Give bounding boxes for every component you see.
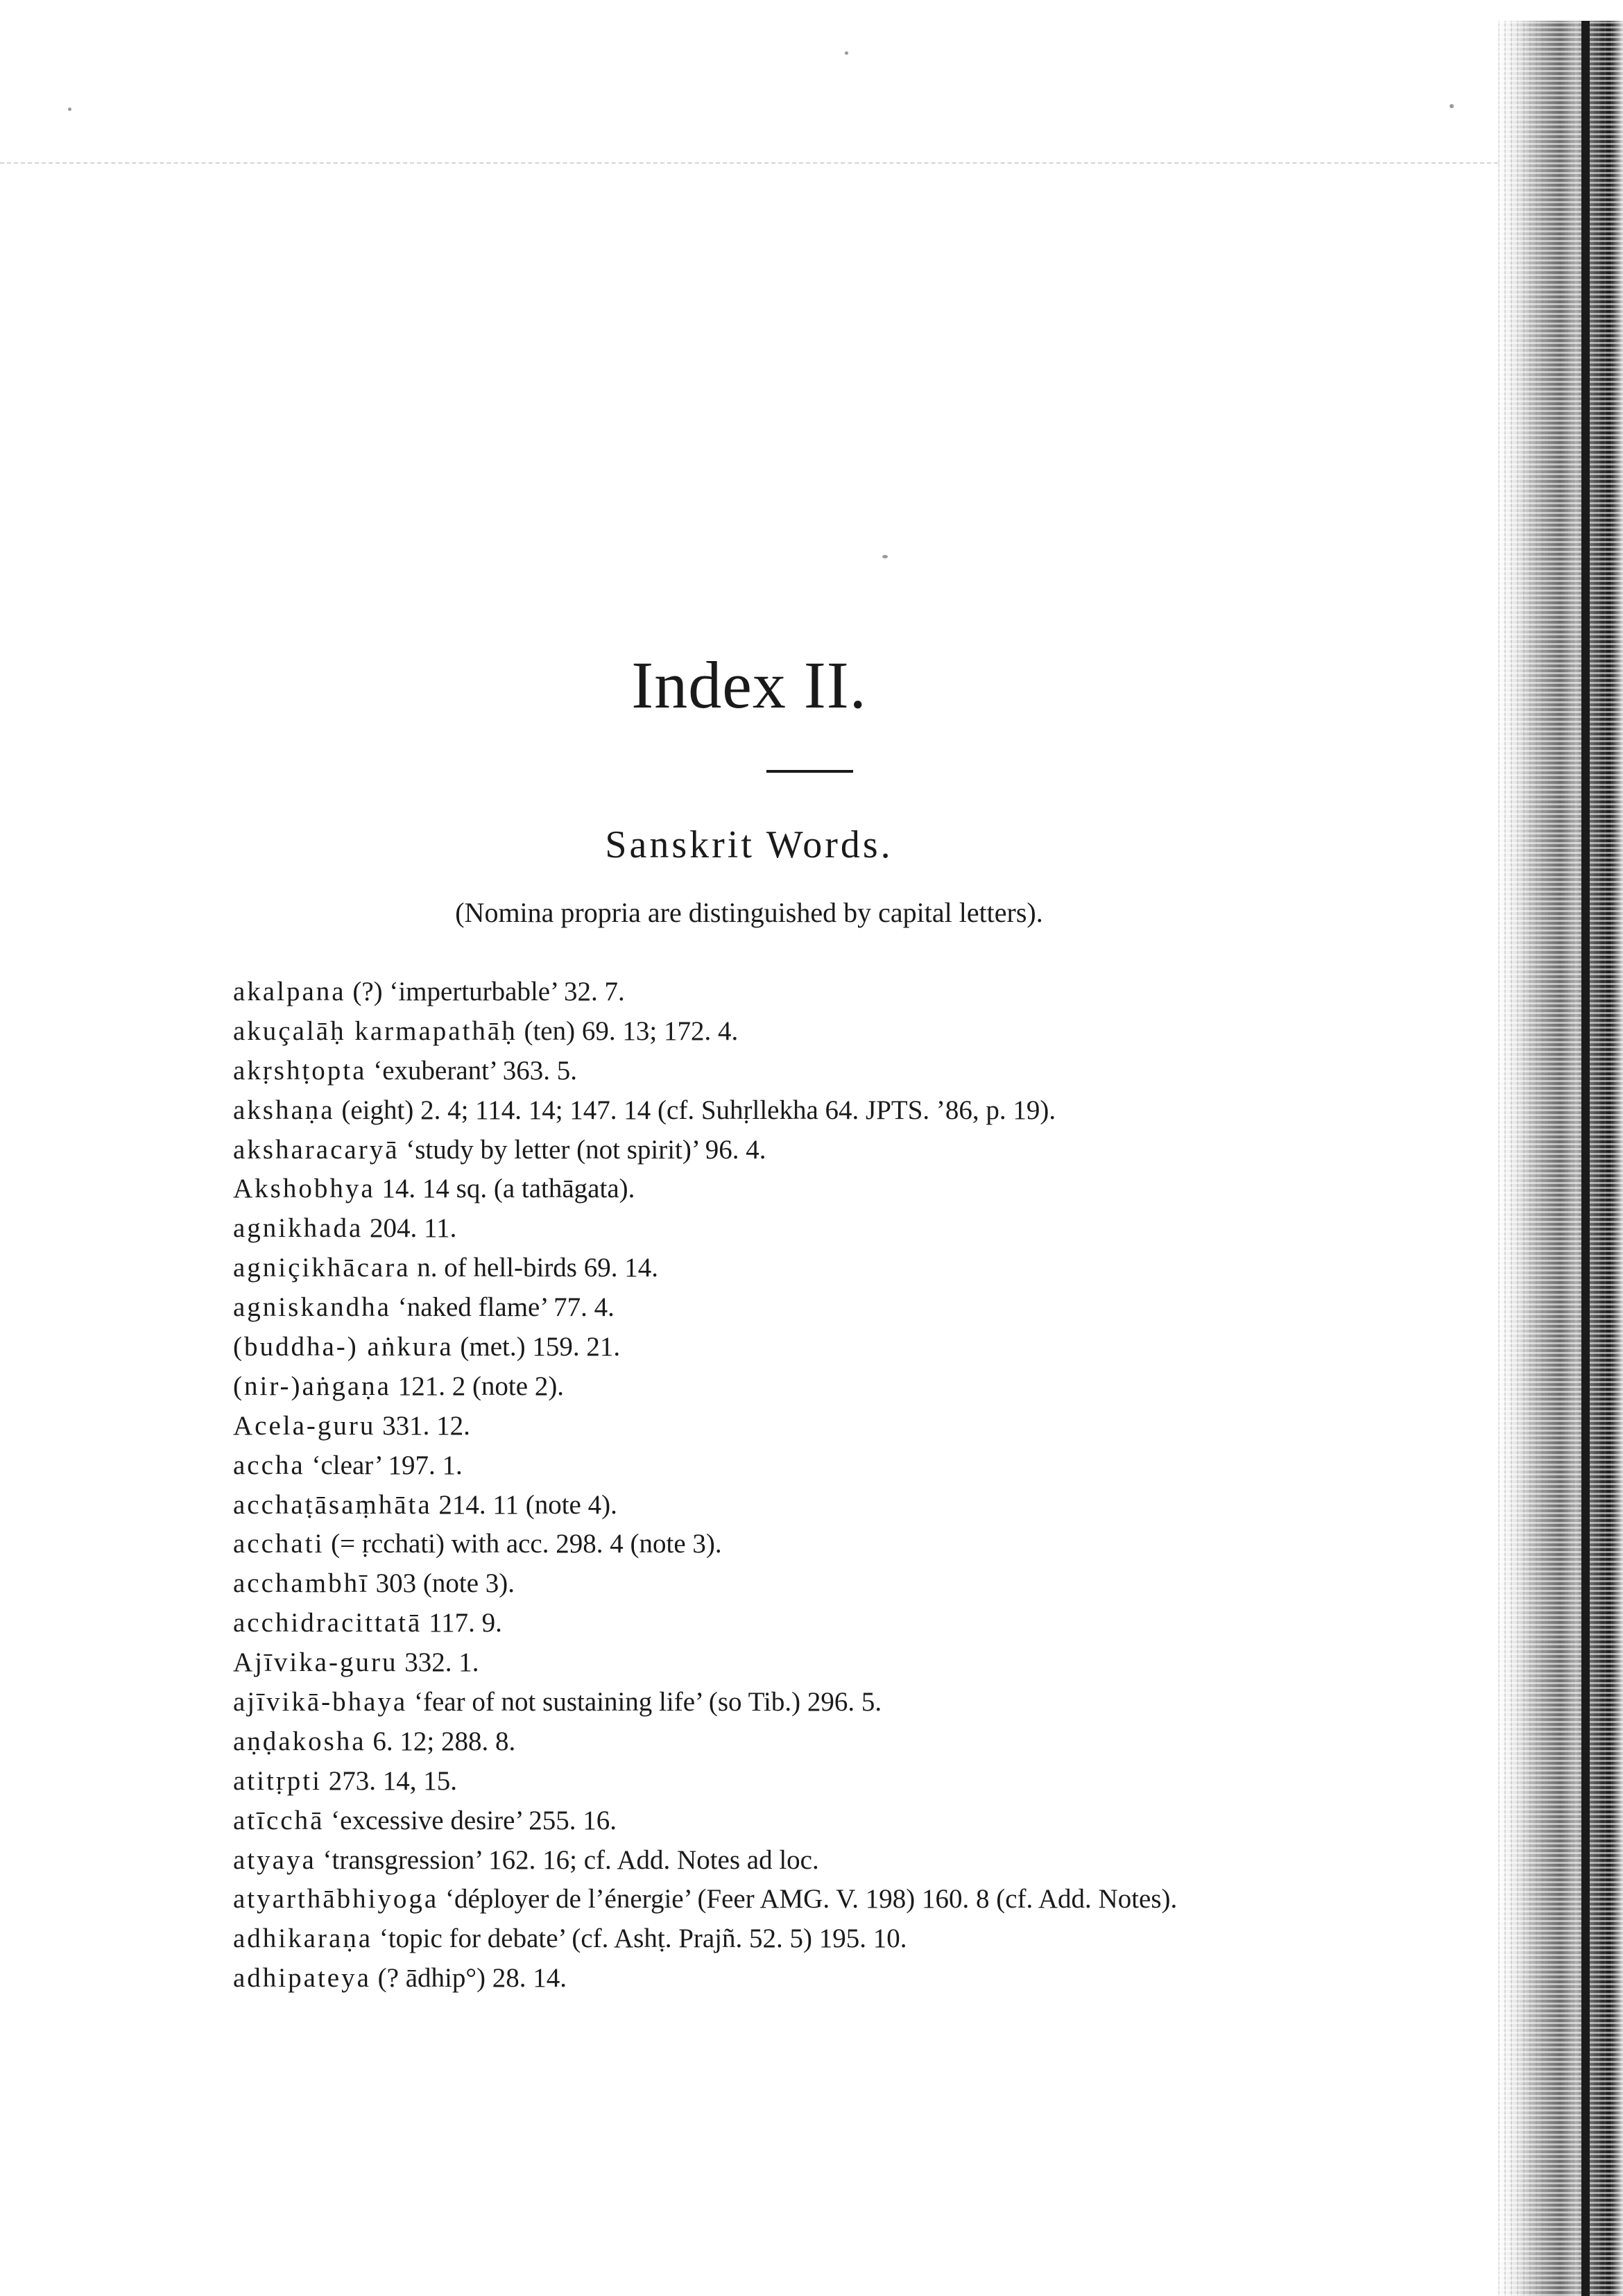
entry-reference: (? ādhip°) 28. 14. [370,1963,567,1994]
index-entry [233,1328,1384,1367]
entry-reference: ‘clear’ 197. 1. [304,1450,463,1480]
index-entry [233,1525,1384,1564]
index-entry [233,1446,1384,1486]
entry-headword: ajīvikā-bhaya [233,1687,408,1717]
index-entry [233,1131,1384,1170]
index-entry [233,1486,1384,1525]
entry-headword: akalpana [233,977,346,1006]
entry-reference: ‘déployer de l’énergie’ (Feer AMG. V. 198) 160. 8 (cf. Add. Notes). [438,1884,1178,1914]
index-entry [233,1091,1384,1131]
index-entry [233,1959,1384,1998]
entry-headword: akshaṇa [233,1095,335,1125]
index-entry [233,1367,1384,1407]
entry-reference: ‘exuberant’ 363. 5. [366,1055,578,1086]
index-entry [233,1919,1384,1959]
entry-reference: n. of hell-birds 69. 14. [410,1253,658,1283]
entry-reference: (eight) 2. 4; 114. 14; 147. 14 (cf. Suhṛllekha 64. JPTS. ’86, p. 19). [334,1095,1056,1125]
entry-headword: atitṛpti [233,1765,322,1796]
entry-headword: acchidracittatā [233,1608,422,1638]
entry-headword: agniskandha [233,1292,391,1323]
entry-reference: 6. 12; 288. 8. [366,1726,516,1756]
index-entry [233,1643,1384,1683]
index-entry [233,1407,1384,1446]
entry-reference: 117. 9. [422,1608,502,1638]
book-binding-edge [1498,21,1623,2296]
scan-speck [1450,104,1454,108]
entry-headword: acchati [233,1529,325,1559]
entry-reference: ‘transgression’ 162. 16; cf. Add. Notes ad loc. [316,1844,819,1875]
entry-reference: 332. 1. [397,1647,479,1678]
entry-headword: acchambhī [233,1568,369,1599]
index-entry-list [233,973,1384,1998]
entry-reference: ‘excessive desire’ 255. 16. [324,1805,617,1835]
scan-speck [845,51,848,55]
section-note: (Nomina propria are distinguished by capital letters). [455,897,1043,928]
entry-headword: accha [233,1450,305,1480]
entry-headword: adhipateya [233,1963,371,1994]
entry-headword: atīcchā [233,1805,325,1835]
index-entry [233,1762,1384,1801]
index-entry [233,1683,1384,1722]
index-entry [233,1880,1384,1919]
index-entry [233,1170,1384,1209]
entry-reference: 303 (note 3). [368,1568,515,1599]
entry-reference: 273. 14, 15. [321,1765,457,1796]
entry-reference: 214. 11 (note 4). [431,1489,617,1520]
entry-reference: 14. 14 sq. (a tathāgata). [375,1174,635,1204]
entry-reference: (= ṛcchati) with acc. 298. 4 (note 3). [324,1529,722,1559]
entry-reference: 331. 12. [375,1410,470,1441]
entry-reference: (ten) 69. 13; 172. 4. [517,1016,739,1046]
entry-headword: aṇḍakosha [233,1726,366,1756]
scan-speck [68,108,71,111]
index-entry [233,1052,1384,1091]
index-entry [233,1564,1384,1604]
index-entry [233,1012,1384,1052]
book-binding-line [1581,21,1590,2296]
entry-headword: akṛshṭopta [233,1055,367,1086]
entry-headword: atyarthābhiyoga [233,1884,439,1914]
scan-speck [882,555,888,558]
entry-reference: ‘naked flame’ 77. 4. [390,1292,615,1323]
entry-reference: ‘topic for debate’ (cf. Ashṭ. Prajñ. 52. 5) 195. 10. [372,1924,907,1954]
scan-top-rule [0,162,1498,164]
index-entry [233,1249,1384,1288]
entry-reference: (?) ‘imperturbable’ 32. 7. [345,977,625,1006]
index-entry [233,1604,1384,1643]
entry-headword: akuçalāḥ karmapathāḥ [233,1016,517,1046]
entry-headword: aksharacaryā [233,1134,400,1165]
entry-reference: 204. 11. [363,1213,457,1244]
section-subtitle: Sanskrit Words. [605,823,893,866]
entry-headword: acchaṭāsaṃhāta [233,1489,432,1520]
index-entry [233,1209,1384,1249]
entry-headword: Ajīvika-guru [233,1647,398,1678]
title-rule [766,770,853,773]
entry-headword: adhikaraṇa [233,1924,373,1954]
entry-reference: 121. 2 (note 2). [390,1371,565,1401]
entry-headword: agnikhada [233,1213,363,1244]
index-entry [233,1801,1384,1841]
entry-headword: atyaya [233,1844,316,1875]
entry-reference: (met.) 159. 21. [453,1332,621,1362]
entry-reference: ‘fear of not sustaining life’ (so Tib.) 296. 5. [407,1687,882,1717]
entry-headword: (nir-)aṅgaṇa [233,1371,391,1401]
entry-reference: ‘study by letter (not spirit)’ 96. 4. [399,1134,766,1165]
index-entry [233,1288,1384,1328]
index-entry [233,1722,1384,1762]
index-entry [233,1841,1384,1881]
entry-headword: Acela-guru [233,1410,376,1441]
entry-headword: Akshobhya [233,1174,375,1204]
index-entry [233,973,1384,1012]
entry-headword: (buddha-) aṅkura [233,1332,454,1362]
page-title: Index II. [631,648,867,722]
entry-headword: agniçikhācara [233,1253,411,1283]
